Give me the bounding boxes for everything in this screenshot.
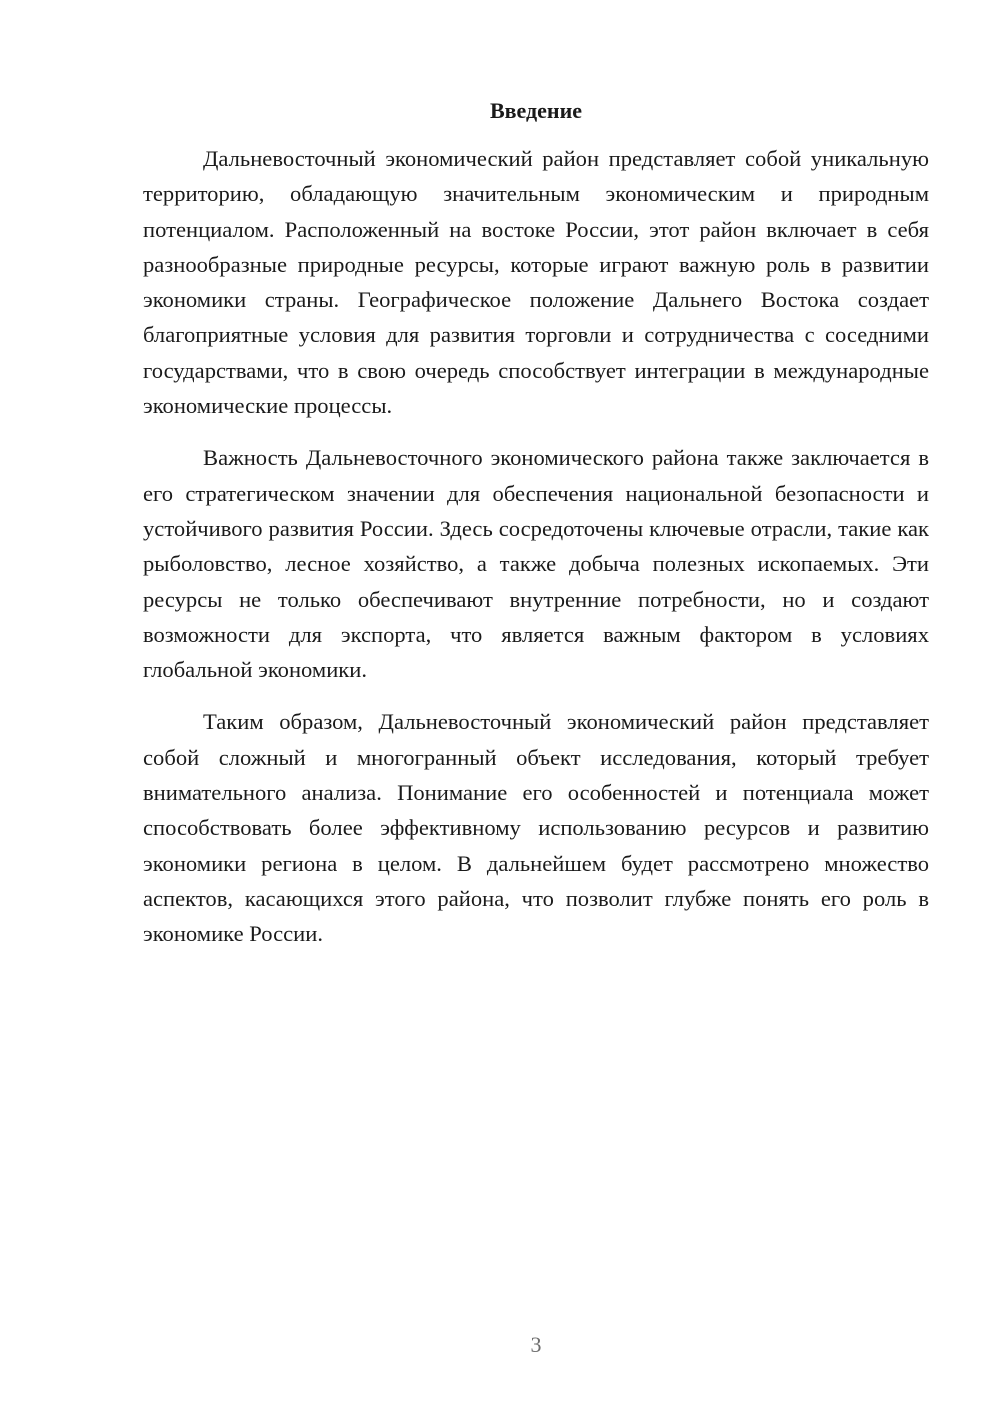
page-number: 3 — [530, 1332, 542, 1357]
paragraph-1: Дальневосточный экономический район представляет собой уникальную территорию, обладающую значительным экономическим и природным потенциалом. Расположенный на востоке России, этот район включает в себя разнообразные природные ресурсы, которые играют важную роль в развитии экономики страны. Географическое положение Дальнего Востока создает благоприятные условия для развития торговли и сотрудничества с соседними государствами, что в свою очередь способствует интеграции в международные экономические процессы. — [143, 146, 929, 419]
paragraph-3: Таким образом, Дальневосточный экономический район представляет собой сложный и многогранный объект исследования, который требует внимательного анализа. Понимание его особенностей и потенциала может способствовать более эффективному использованию ресурсов и развитию экономики региона в целом. В дальнейшем будет рассмотрено множество аспектов, касающихся этого района, что позволит глубже понять его роль в экономике России. — [143, 709, 929, 947]
page-title: Введение — [489, 98, 583, 123]
paragraph-2: Важность Дальневосточного экономического района также заключается в его стратегическом значении для обеспечения национальной безопасности и устойчивого развития России. Здесь сосредоточены ключевые отрасли, такие как рыболовство, лесное хозяйство, а также добыча полезных ископаемых. Эти ресурсы не только обеспечивают внутренние потребности, но и создают возможности для экспорта, что является важным фактором в условиях глобальной экономики. — [143, 445, 929, 683]
document-body — [143, 141, 929, 969]
